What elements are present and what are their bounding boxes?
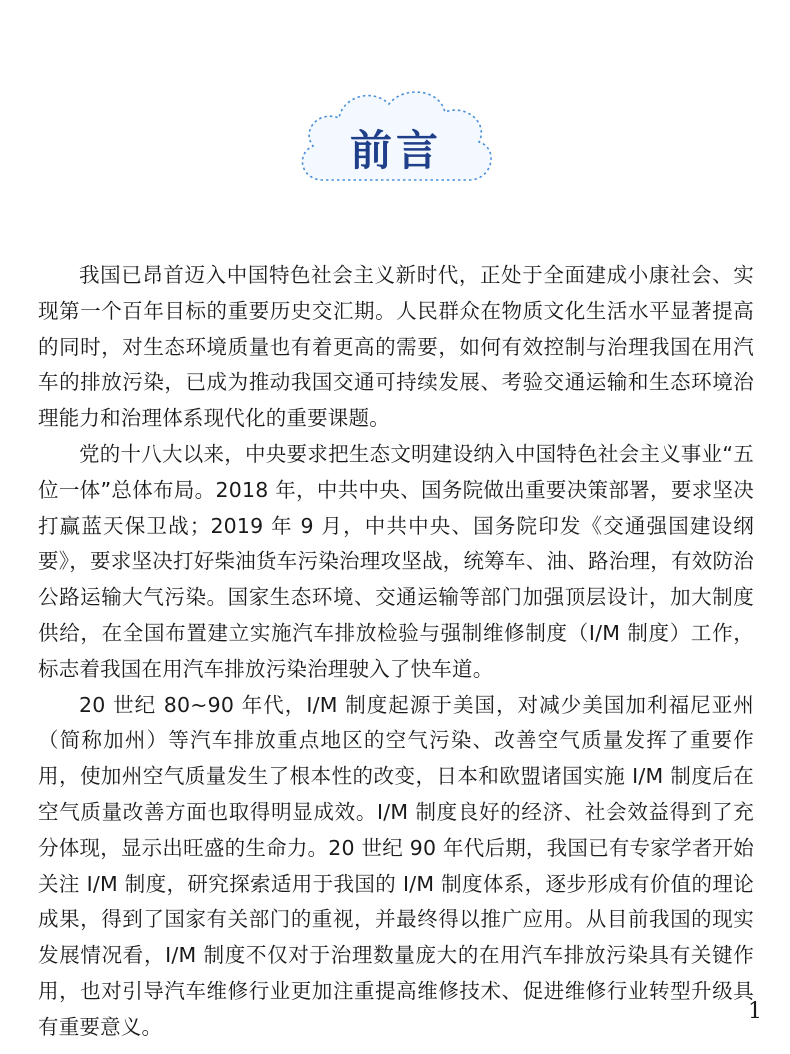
preface-body xyxy=(38,258,754,1046)
page-title: 前言 xyxy=(349,126,442,175)
title-cloud-frame xyxy=(293,82,499,200)
page-number: 1 xyxy=(748,999,762,1024)
paragraph: 党的十八大以来，中央要求把生态文明建设纳入中国特色社会主义事业“五位一体”总体布局。2018 年，中共中央、国务院做出重要决策部署，要求坚决打赢蓝天保卫战；2019 年 9 月，中共中央、国务院印发《交通强国建设纲要》，要求坚决打好柴油货车污染治理攻坚战，统筹车、油、路治理，有效防治公路运输大气污染。国家生态环境、交通运输等部门加强顶层设计，加大制度供给，在全国布置建立实施汽车排放检验与强制维修制度（I/M 制度）工作，标志着我国在用汽车排放污染治理驶入了快车道。 xyxy=(38,441,754,681)
paragraph: 20 世纪 80~90 年代，I/M 制度起源于美国，对减少美国加利福尼亚州（简称加州）等汽车排放重点地区的空气污染、改善空气质量发挥了重要作用，使加州空气质量发生了根本性的改变，日本和欧盟诸国实施 I/M 制度后在空气质量改善方面也取得明显成效。I/M 制度良好的经济、社会效益得到了充分体现，显示出旺盛的生命力。20 世纪 90 年代后期，我国已有专家学者开始关注 I/M 制度，研究探索适用于我国的 I/M 制度体系，逐步形成有价值的理论成果，得到了国家有关部门的重视，并最终得以推广应用。从目前我国的现实发展情况看，I/M 制度不仅对于治理数量庞大的在用汽车排放污染具有关键作用，也对引导汽车维修行业更加注重提高维修技术、促进维修行业转型升级具有重要意义。 xyxy=(38,692,754,1039)
paragraph: 我国已昂首迈入中国特色社会主义新时代，正处于全面建成小康社会、实现第一个百年目标的重要历史交汇期。人民群众在物质文化生活水平显著提高的同时，对生态环境质量也有着更高的需要，如何有效控制与治理我国在用汽车的排放污染，已成为推动我国交通可持续发展、考验交通运输和生态环境治理能力和治理体系现代化的重要课题。 xyxy=(38,263,754,431)
